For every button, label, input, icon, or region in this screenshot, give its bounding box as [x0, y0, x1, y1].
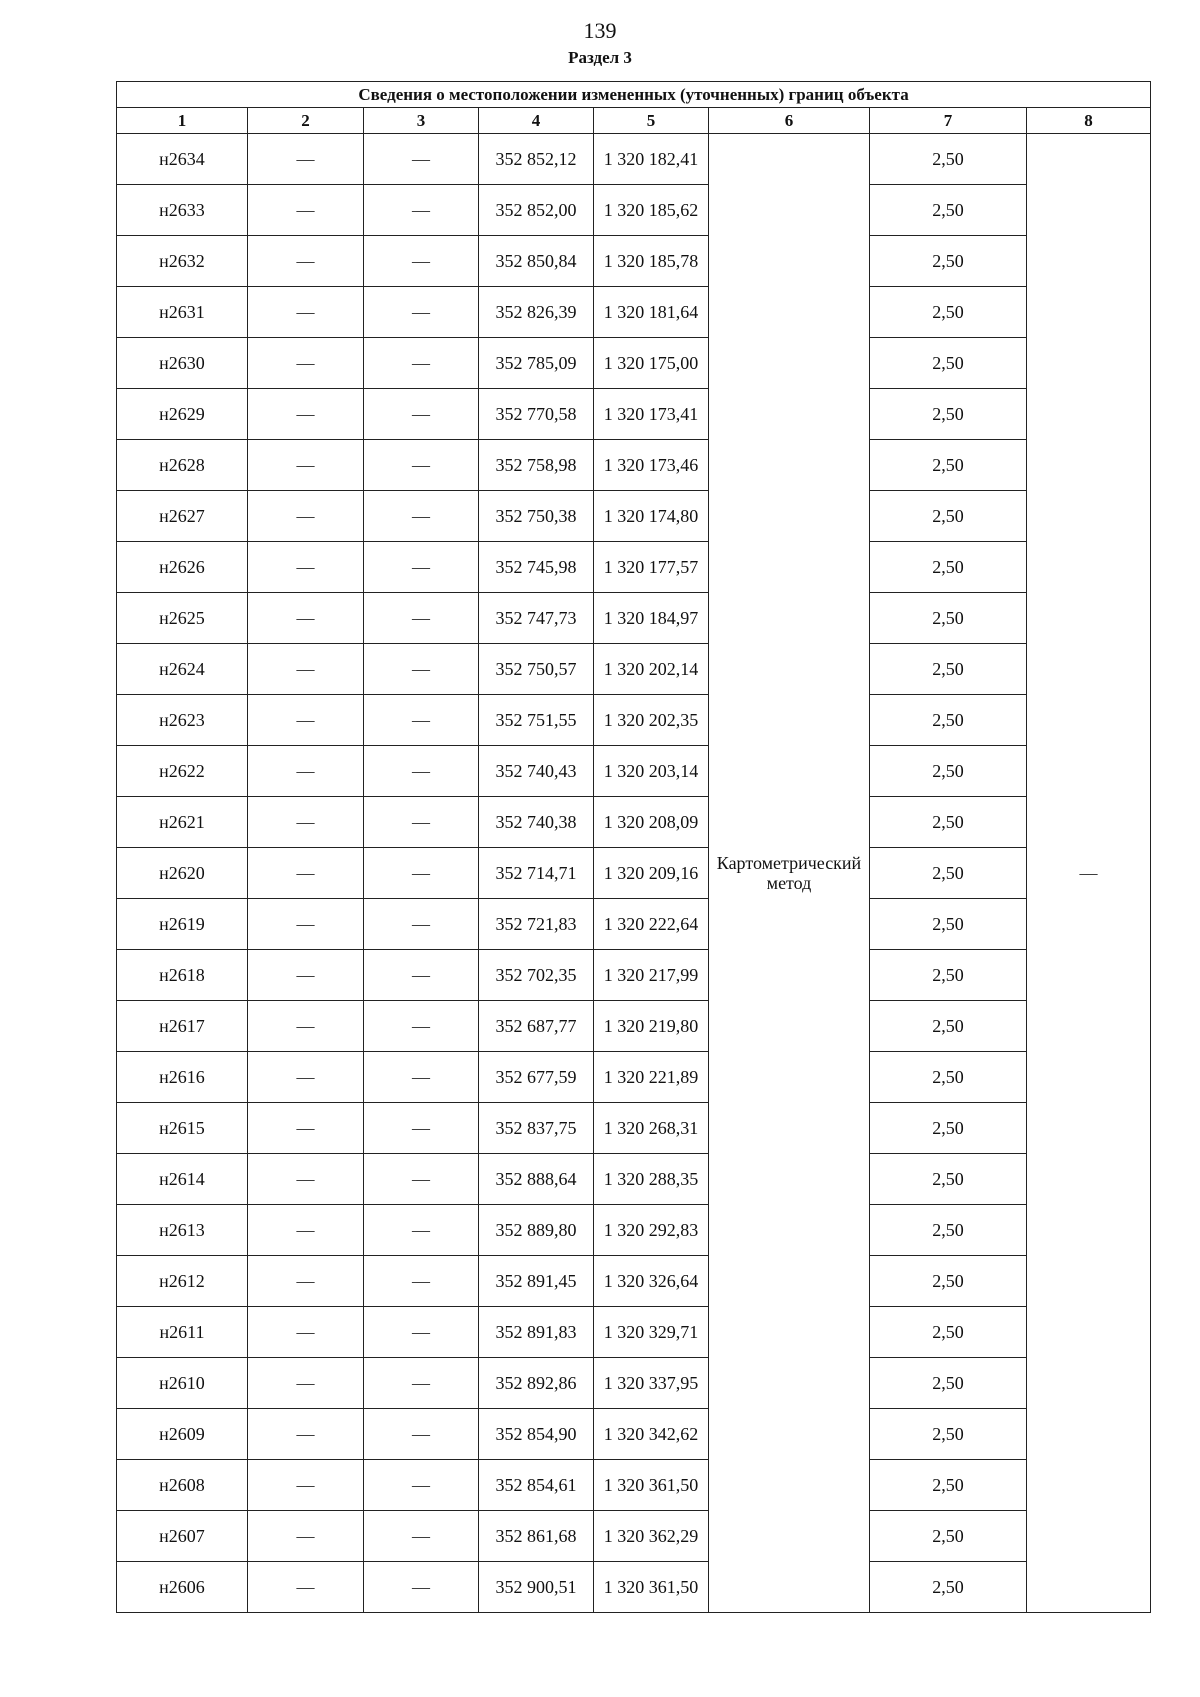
section-title: Раздел 3 — [568, 48, 632, 67]
accuracy-cell: 2,50 — [870, 644, 1027, 695]
column-2-cell: — — [248, 695, 364, 746]
x-coordinate-cell: 352 850,84 — [479, 236, 594, 287]
x-coordinate-cell: 352 721,83 — [479, 899, 594, 950]
column-2-cell: — — [248, 287, 364, 338]
x-coordinate-cell: 352 889,80 — [479, 1205, 594, 1256]
point-number-cell: н2625 — [117, 593, 248, 644]
column-2-cell: — — [248, 1001, 364, 1052]
column-2-cell: — — [248, 134, 364, 185]
column-3-cell: — — [364, 746, 479, 797]
column-number-6: 6 — [709, 108, 870, 134]
accuracy-cell: 2,50 — [870, 1562, 1027, 1613]
table-row — [117, 1358, 1151, 1409]
y-coordinate-cell: 1 320 221,89 — [594, 1052, 709, 1103]
point-number-cell: н2611 — [117, 1307, 248, 1358]
accuracy-cell: 2,50 — [870, 287, 1027, 338]
x-coordinate-cell: 352 714,71 — [479, 848, 594, 899]
point-number-cell: н2606 — [117, 1562, 248, 1613]
table-row — [117, 236, 1151, 287]
column-3-cell: — — [364, 440, 479, 491]
table-row — [117, 848, 1151, 899]
x-coordinate-cell: 352 826,39 — [479, 287, 594, 338]
x-coordinate-cell: 352 852,00 — [479, 185, 594, 236]
column-3-cell: — — [364, 593, 479, 644]
column-2-cell: — — [248, 1052, 364, 1103]
column-2-cell: — — [248, 236, 364, 287]
x-coordinate-cell: 352 758,98 — [479, 440, 594, 491]
accuracy-cell: 2,50 — [870, 746, 1027, 797]
column-3-cell: — — [364, 134, 479, 185]
column-2-cell: — — [248, 644, 364, 695]
x-coordinate-cell: 352 785,09 — [479, 338, 594, 389]
accuracy-cell: 2,50 — [870, 236, 1027, 287]
table-row — [117, 695, 1151, 746]
table-row — [117, 1154, 1151, 1205]
accuracy-cell: 2,50 — [870, 1307, 1027, 1358]
column-number-8: 8 — [1027, 108, 1151, 134]
y-coordinate-cell: 1 320 177,57 — [594, 542, 709, 593]
column-2-cell: — — [248, 797, 364, 848]
table-row — [117, 338, 1151, 389]
column-2-cell: — — [248, 542, 364, 593]
point-number-cell: н2616 — [117, 1052, 248, 1103]
table-row — [117, 1256, 1151, 1307]
x-coordinate-cell: 352 892,86 — [479, 1358, 594, 1409]
x-coordinate-cell: 352 751,55 — [479, 695, 594, 746]
y-coordinate-cell: 1 320 173,46 — [594, 440, 709, 491]
y-coordinate-cell: 1 320 184,97 — [594, 593, 709, 644]
column-2-cell: — — [248, 1358, 364, 1409]
point-number-cell: н2632 — [117, 236, 248, 287]
x-coordinate-cell: 352 854,61 — [479, 1460, 594, 1511]
column-3-cell: — — [364, 287, 479, 338]
y-coordinate-cell: 1 320 268,31 — [594, 1103, 709, 1154]
y-coordinate-cell: 1 320 219,80 — [594, 1001, 709, 1052]
x-coordinate-cell: 352 852,12 — [479, 134, 594, 185]
column-2-cell: — — [248, 338, 364, 389]
point-number-cell: н2622 — [117, 746, 248, 797]
column-2-cell: — — [248, 1307, 364, 1358]
x-coordinate-cell: 352 891,83 — [479, 1307, 594, 1358]
accuracy-cell: 2,50 — [870, 695, 1027, 746]
accuracy-cell: 2,50 — [870, 491, 1027, 542]
x-coordinate-cell: 352 888,64 — [479, 1154, 594, 1205]
y-coordinate-cell: 1 320 185,78 — [594, 236, 709, 287]
table-row — [117, 1103, 1151, 1154]
y-coordinate-cell: 1 320 217,99 — [594, 950, 709, 1001]
column-3-cell: — — [364, 1205, 479, 1256]
column-8-cell: — — [1027, 134, 1151, 1613]
column-number-1: 1 — [117, 108, 248, 134]
accuracy-cell: 2,50 — [870, 1511, 1027, 1562]
accuracy-cell: 2,50 — [870, 1001, 1027, 1052]
column-3-cell: — — [364, 491, 479, 542]
column-2-cell: — — [248, 1256, 364, 1307]
column-3-cell: — — [364, 1409, 479, 1460]
column-3-cell: — — [364, 1562, 479, 1613]
table-row — [117, 1511, 1151, 1562]
point-number-cell: н2613 — [117, 1205, 248, 1256]
column-number-7: 7 — [870, 108, 1027, 134]
column-3-cell: — — [364, 542, 479, 593]
table-row — [117, 644, 1151, 695]
accuracy-cell: 2,50 — [870, 950, 1027, 1001]
column-3-cell: — — [364, 695, 479, 746]
column-3-cell: — — [364, 644, 479, 695]
y-coordinate-cell: 1 320 181,64 — [594, 287, 709, 338]
table-row — [117, 440, 1151, 491]
column-3-cell: — — [364, 797, 479, 848]
y-coordinate-cell: 1 320 329,71 — [594, 1307, 709, 1358]
column-number-row — [117, 108, 1151, 134]
table-row — [117, 1409, 1151, 1460]
column-3-cell: — — [364, 848, 479, 899]
point-number-cell: н2614 — [117, 1154, 248, 1205]
point-number-cell: н2628 — [117, 440, 248, 491]
point-number-cell: н2618 — [117, 950, 248, 1001]
x-coordinate-cell: 352 861,68 — [479, 1511, 594, 1562]
y-coordinate-cell: 1 320 292,83 — [594, 1205, 709, 1256]
table-row — [117, 797, 1151, 848]
column-2-cell: — — [248, 1103, 364, 1154]
y-coordinate-cell: 1 320 288,35 — [594, 1154, 709, 1205]
column-3-cell: — — [364, 1052, 479, 1103]
x-coordinate-cell: 352 750,57 — [479, 644, 594, 695]
accuracy-cell: 2,50 — [870, 1358, 1027, 1409]
column-3-cell: — — [364, 236, 479, 287]
column-number-4: 4 — [479, 108, 594, 134]
column-3-cell: — — [364, 1460, 479, 1511]
accuracy-cell: 2,50 — [870, 134, 1027, 185]
y-coordinate-cell: 1 320 209,16 — [594, 848, 709, 899]
column-2-cell: — — [248, 899, 364, 950]
x-coordinate-cell: 352 747,73 — [479, 593, 594, 644]
column-3-cell: — — [364, 338, 479, 389]
x-coordinate-cell: 352 854,90 — [479, 1409, 594, 1460]
x-coordinate-cell: 352 837,75 — [479, 1103, 594, 1154]
column-3-cell: — — [364, 1001, 479, 1052]
accuracy-cell: 2,50 — [870, 848, 1027, 899]
point-number-cell: н2615 — [117, 1103, 248, 1154]
column-number-5: 5 — [594, 108, 709, 134]
y-coordinate-cell: 1 320 361,50 — [594, 1562, 709, 1613]
x-coordinate-cell: 352 740,43 — [479, 746, 594, 797]
point-number-cell: н2617 — [117, 1001, 248, 1052]
column-2-cell: — — [248, 746, 364, 797]
y-coordinate-cell: 1 320 202,14 — [594, 644, 709, 695]
table-row — [117, 287, 1151, 338]
column-3-cell: — — [364, 1103, 479, 1154]
x-coordinate-cell: 352 740,38 — [479, 797, 594, 848]
point-number-cell: н2619 — [117, 899, 248, 950]
accuracy-cell: 2,50 — [870, 1154, 1027, 1205]
y-coordinate-cell: 1 320 174,80 — [594, 491, 709, 542]
y-coordinate-cell: 1 320 175,00 — [594, 338, 709, 389]
accuracy-cell: 2,50 — [870, 389, 1027, 440]
y-coordinate-cell: 1 320 337,95 — [594, 1358, 709, 1409]
x-coordinate-cell: 352 745,98 — [479, 542, 594, 593]
table-row — [117, 542, 1151, 593]
point-number-cell: н2630 — [117, 338, 248, 389]
table-row — [117, 950, 1151, 1001]
accuracy-cell: 2,50 — [870, 1460, 1027, 1511]
table-row — [117, 1307, 1151, 1358]
accuracy-cell: 2,50 — [870, 1103, 1027, 1154]
y-coordinate-cell: 1 320 185,62 — [594, 185, 709, 236]
y-coordinate-cell: 1 320 203,14 — [594, 746, 709, 797]
column-2-cell: — — [248, 593, 364, 644]
accuracy-cell: 2,50 — [870, 1052, 1027, 1103]
column-2-cell: — — [248, 1562, 364, 1613]
table-body — [117, 134, 1151, 1613]
column-3-cell: — — [364, 185, 479, 236]
x-coordinate-cell: 352 900,51 — [479, 1562, 594, 1613]
table-row — [117, 1562, 1151, 1613]
accuracy-cell: 2,50 — [870, 440, 1027, 491]
table-row — [117, 1460, 1151, 1511]
accuracy-cell: 2,50 — [870, 899, 1027, 950]
y-coordinate-cell: 1 320 173,41 — [594, 389, 709, 440]
table-row — [117, 491, 1151, 542]
column-2-cell: — — [248, 491, 364, 542]
table-row — [117, 134, 1151, 185]
table-row — [117, 1001, 1151, 1052]
column-2-cell: — — [248, 1154, 364, 1205]
column-3-cell: — — [364, 1511, 479, 1562]
table-row — [117, 389, 1151, 440]
y-coordinate-cell: 1 320 326,64 — [594, 1256, 709, 1307]
point-number-cell: н2623 — [117, 695, 248, 746]
accuracy-cell: 2,50 — [870, 1409, 1027, 1460]
x-coordinate-cell: 352 677,59 — [479, 1052, 594, 1103]
column-2-cell: — — [248, 1205, 364, 1256]
x-coordinate-cell: 352 687,77 — [479, 1001, 594, 1052]
column-3-cell: — — [364, 899, 479, 950]
y-coordinate-cell: 1 320 222,64 — [594, 899, 709, 950]
table-row — [117, 593, 1151, 644]
point-number-cell: н2631 — [117, 287, 248, 338]
point-number-cell: н2610 — [117, 1358, 248, 1409]
point-number-cell: н2609 — [117, 1409, 248, 1460]
table-row — [117, 899, 1151, 950]
point-number-cell: н2620 — [117, 848, 248, 899]
y-coordinate-cell: 1 320 362,29 — [594, 1511, 709, 1562]
accuracy-cell: 2,50 — [870, 338, 1027, 389]
column-number-2: 2 — [248, 108, 364, 134]
point-number-cell: н2629 — [117, 389, 248, 440]
accuracy-cell: 2,50 — [870, 1205, 1027, 1256]
point-number-cell: н2608 — [117, 1460, 248, 1511]
table-caption: Сведения о местоположении измененных (уточненных) границ объекта — [117, 82, 1151, 108]
column-3-cell: — — [364, 1307, 479, 1358]
point-number-cell: н2624 — [117, 644, 248, 695]
determination-method-cell: Картометрический метод — [709, 134, 870, 1613]
table-row — [117, 1205, 1151, 1256]
column-3-cell: — — [364, 1358, 479, 1409]
point-number-cell: н2634 — [117, 134, 248, 185]
column-2-cell: — — [248, 185, 364, 236]
y-coordinate-cell: 1 320 208,09 — [594, 797, 709, 848]
point-number-cell: н2626 — [117, 542, 248, 593]
accuracy-cell: 2,50 — [870, 542, 1027, 593]
point-number-cell: н2607 — [117, 1511, 248, 1562]
column-3-cell: — — [364, 1154, 479, 1205]
y-coordinate-cell: 1 320 342,62 — [594, 1409, 709, 1460]
column-2-cell: — — [248, 950, 364, 1001]
point-number-cell: н2621 — [117, 797, 248, 848]
x-coordinate-cell: 352 750,38 — [479, 491, 594, 542]
table-row — [117, 746, 1151, 797]
accuracy-cell: 2,50 — [870, 797, 1027, 848]
page-number: 139 — [583, 18, 617, 43]
point-number-cell: н2627 — [117, 491, 248, 542]
column-3-cell: — — [364, 950, 479, 1001]
x-coordinate-cell: 352 702,35 — [479, 950, 594, 1001]
y-coordinate-cell: 1 320 182,41 — [594, 134, 709, 185]
column-2-cell: — — [248, 440, 364, 491]
point-number-cell: н2633 — [117, 185, 248, 236]
x-coordinate-cell: 352 891,45 — [479, 1256, 594, 1307]
column-2-cell: — — [248, 1409, 364, 1460]
y-coordinate-cell: 1 320 202,35 — [594, 695, 709, 746]
column-3-cell: — — [364, 389, 479, 440]
y-coordinate-cell: 1 320 361,50 — [594, 1460, 709, 1511]
column-2-cell: — — [248, 389, 364, 440]
table-row — [117, 185, 1151, 236]
accuracy-cell: 2,50 — [870, 1256, 1027, 1307]
boundary-coordinates-table — [116, 81, 1151, 1613]
x-coordinate-cell: 352 770,58 — [479, 389, 594, 440]
point-number-cell: н2612 — [117, 1256, 248, 1307]
column-3-cell: — — [364, 1256, 479, 1307]
column-2-cell: — — [248, 1511, 364, 1562]
column-number-3: 3 — [364, 108, 479, 134]
accuracy-cell: 2,50 — [870, 185, 1027, 236]
accuracy-cell: 2,50 — [870, 593, 1027, 644]
column-2-cell: — — [248, 1460, 364, 1511]
column-2-cell: — — [248, 848, 364, 899]
table-row — [117, 1052, 1151, 1103]
